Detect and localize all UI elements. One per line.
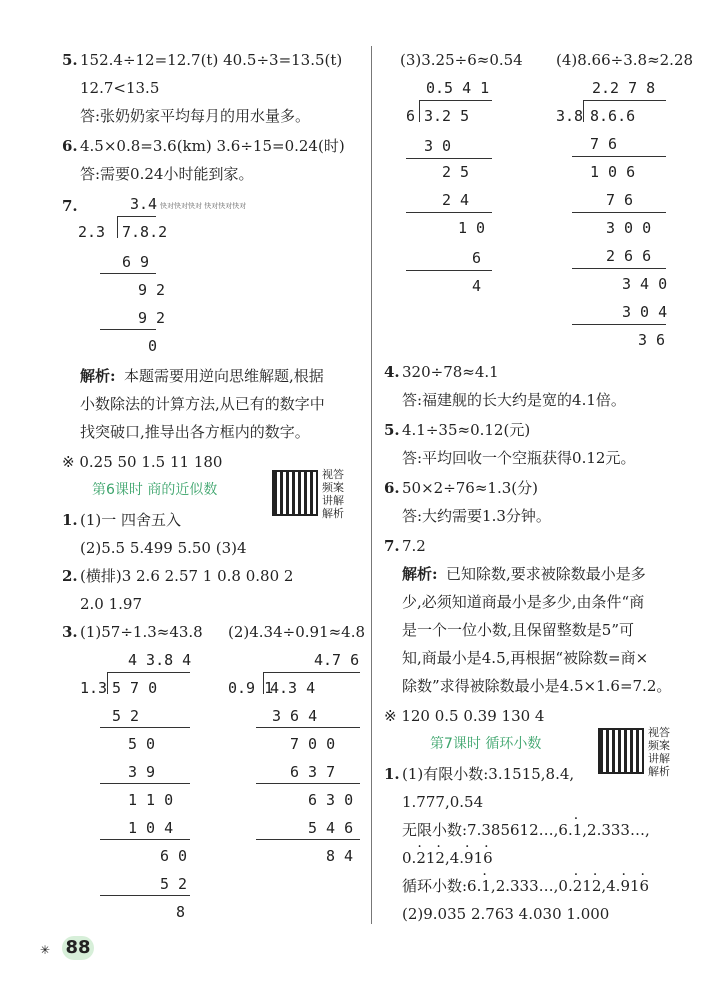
r3-line: (3)3.25÷6≈0.54: [400, 51, 523, 69]
divC-bar: [420, 100, 492, 101]
q7-step: 9 2: [138, 281, 166, 299]
divB-bar: [264, 672, 360, 673]
q5-line2: 12.7<13.5: [80, 79, 160, 97]
divD-divisor: 3.8: [556, 107, 584, 125]
r-analysis-line: 已知除数,要求被除数最小是多: [446, 565, 646, 583]
r-q6-number: 6.: [384, 479, 400, 497]
qr-code-icon[interactable]: [272, 470, 318, 516]
divB-step: 5 4 6: [308, 819, 354, 837]
text-run: ,2.333…,: [582, 821, 650, 839]
repeating-digit: · 6: [483, 849, 493, 867]
divC-quotient: 0.5 4 1: [426, 79, 490, 97]
repeating-digit: · 91: [464, 849, 483, 867]
q5-number: 5.: [62, 51, 78, 69]
divD-step: 1 0 6: [590, 163, 636, 181]
analysis-line: 找突破口,推导出各方框内的数字。: [80, 423, 310, 441]
repeating-digit: · 2: [435, 849, 445, 867]
divA-dividend: 5 7 0: [112, 679, 158, 697]
s1-line1: (1)一 四舍五入: [80, 511, 182, 529]
q7-step: 0: [148, 337, 158, 355]
q6-answer: 答:需要0.24小时能到家。: [80, 165, 254, 183]
star-icon: ✳: [40, 943, 51, 957]
r-q5-answer: 答:平均回收一个空瓶获得0.12元。: [402, 449, 636, 467]
text-run: ,4.: [444, 849, 465, 867]
divC-step: 6: [472, 249, 482, 267]
repeating-digit: · 2: [592, 877, 602, 895]
text-run: ,4.: [601, 877, 621, 895]
divA-rule: [100, 839, 190, 840]
section-title-7: 第7课时 循环小数: [430, 736, 542, 752]
r-extra-answers: ※ 120 0.5 0.39 130 4: [384, 707, 545, 725]
divA-bracket: [107, 672, 108, 694]
divC-rule: [406, 158, 492, 159]
divA-step: 5 2: [112, 707, 140, 725]
c1-number: 1.: [384, 765, 400, 783]
column-divider: [371, 46, 372, 924]
repeating-digit: · 6: [640, 877, 650, 895]
s2-line2: 2.0 1.97: [80, 595, 143, 613]
divA-divisor: 1.3: [80, 679, 108, 697]
divD-rule: [572, 156, 666, 157]
divD-rule: [572, 268, 666, 269]
q7-division-bar: [118, 216, 156, 217]
q6-number: 6.: [62, 137, 78, 155]
r-q7-number: 7.: [384, 537, 400, 555]
r-analysis-line: 除数”求得被除数最小是4.5×1.6=7.2。: [402, 677, 672, 695]
repeating-digit: · 1: [481, 877, 491, 895]
analysis-line: 本题需要用逆向思维解题,根据: [124, 367, 324, 385]
repeating-digit: · 91: [620, 877, 639, 895]
page-number: 88: [62, 936, 94, 960]
qr-code-icon[interactable]: [598, 728, 644, 774]
divD-step: 3 4 0: [622, 275, 668, 293]
divD-bracket: [583, 100, 584, 122]
divC-divisor: 6: [406, 107, 416, 125]
c1-line2: 1.777,0.54: [402, 793, 484, 811]
divD-step: 2 6 6: [606, 247, 652, 265]
divB-rule: [256, 839, 360, 840]
text-run: 0.: [402, 849, 417, 867]
divD-step: 3 0 0: [606, 219, 652, 237]
qr-label: 视答 频案 讲解 解析: [648, 726, 670, 778]
q5-answer: 答:张奶奶家平均每月的用水量多。: [80, 107, 311, 125]
r-q4: 320÷78≈4.1: [402, 363, 499, 381]
divB-divisor: 0.9 1: [228, 679, 274, 697]
divB-quotient: 4.7 6: [314, 651, 360, 669]
q7-step: 9 2: [138, 309, 166, 327]
divB-step: 7 0 0: [290, 735, 336, 753]
q6-line1: 4.5×0.8=3.6(km) 3.6÷15=0.24(时): [80, 137, 345, 155]
q5-line1: 152.4÷12=12.7(t) 40.5÷3=13.5(t): [80, 51, 343, 69]
text-run: 无限小数:7.385612…,6.: [402, 821, 573, 839]
q7-divisor: 2.3: [78, 223, 106, 241]
r-analysis-line: 是一个一位小数,且保留整数是5”可: [402, 621, 634, 639]
r-q6-answer: 答:大约需要1.3分钟。: [402, 507, 551, 525]
divA-step: 6 0: [160, 847, 188, 865]
divC-bracket: [419, 100, 420, 122]
repeating-digit: · 21: [416, 849, 435, 867]
divC-step: 1 0: [458, 219, 486, 237]
divC-step: 4: [472, 277, 482, 295]
q7-rule: [100, 329, 156, 330]
divB-step: 6 3 0: [308, 791, 354, 809]
s3-line1b: (2)4.34÷0.91≈4.8: [228, 623, 366, 641]
divD-step: 7 6: [590, 135, 618, 153]
q7-quotient: 3.4: [130, 195, 158, 213]
q7-division-bracket: [117, 216, 118, 238]
r-analysis-line: 少,必须知道商最小是多少,由条件“商: [402, 593, 645, 611]
s1-line2: (2)5.5 5.499 5.50 (3)4: [80, 539, 247, 557]
divC-dividend: 3.2 5: [424, 107, 470, 125]
q7-number: 7.: [62, 197, 78, 215]
watermark-stamp: 快对快对快对 快对快对快对: [160, 202, 247, 210]
divB-step: 3 6 4: [272, 707, 318, 725]
repeating-digit: · 1: [573, 821, 583, 839]
divA-rule: [100, 895, 190, 896]
divB-rule: [256, 783, 360, 784]
s2-line1: (横排)3 2.6 2.57 1 0.8 0.80 2: [80, 567, 294, 585]
divB-step: 8 4: [326, 847, 354, 865]
section-title-6: 第6课时 商的近似数: [92, 482, 218, 498]
text-run: ,2.333…,0.: [490, 877, 573, 895]
r-q6: 50×2÷76≈1.3(分): [402, 479, 538, 497]
divD-rule: [572, 212, 666, 213]
divD-quotient: 2.2 7 8: [592, 79, 656, 97]
r-q4-number: 4.: [384, 363, 400, 381]
c2-line: (2)9.035 2.763 4.030 1.000: [402, 905, 610, 923]
divD-step: 7 6: [606, 191, 634, 209]
c1-line5: [402, 876, 649, 896]
divD-rule: [572, 324, 666, 325]
analysis-line: 小数除法的计算方法,从已有的数字中: [80, 395, 325, 413]
s2-number: 2.: [62, 567, 78, 585]
divD-step: 3 0 4: [622, 303, 668, 321]
repeating-digit: · 21: [573, 877, 592, 895]
divA-rule: [100, 727, 190, 728]
divA-step: 5 2: [160, 875, 188, 893]
r-q7: 7.2: [402, 537, 426, 555]
r-q4-answer: 答:福建舰的长大约是宽的4.1倍。: [402, 391, 626, 409]
divA-rule: [100, 783, 190, 784]
divA-step: 1 1 0: [128, 791, 174, 809]
analysis-label: 解析:: [80, 367, 116, 385]
divA-step: 8: [176, 903, 186, 921]
r-analysis-label: 解析:: [402, 565, 438, 583]
extra-answers: ※ 0.25 50 1.5 11 180: [62, 453, 223, 471]
c1-line1: (1)有限小数:3.1515,8.4,: [402, 765, 575, 783]
divC-step: 3 0: [424, 137, 452, 155]
divA-step: 5 0: [128, 735, 156, 753]
q7-step: 6 9: [122, 253, 150, 271]
r4-line: (4)8.66÷3.8≈2.28: [556, 51, 694, 69]
divB-rule: [256, 727, 360, 728]
divD-bar: [584, 100, 666, 101]
divB-step: 6 3 7: [290, 763, 336, 781]
text-run: 循环小数:6.: [402, 877, 482, 895]
divD-dividend: 8.6.6: [590, 107, 636, 125]
s3-line1a: (1)57÷1.3≈43.8: [80, 623, 203, 641]
c1-line4: [402, 848, 493, 868]
divC-step: 2 5: [442, 163, 470, 181]
q7-dividend: 7.8.2: [122, 223, 168, 241]
divA-step: 3 9: [128, 763, 156, 781]
divC-step: 2 4: [442, 191, 470, 209]
divC-rule: [406, 212, 492, 213]
divC-rule: [406, 270, 492, 271]
divD-step: 3 6: [638, 331, 666, 349]
q7-rule: [100, 273, 156, 274]
r-q5-number: 5.: [384, 421, 400, 439]
r-q5: 4.1÷35≈0.12(元): [402, 421, 531, 439]
r-analysis-line: 知,商最小是4.5,再根据“被除数=商×: [402, 649, 649, 667]
divB-dividend: 4.3 4: [270, 679, 316, 697]
divA-step: 1 0 4: [128, 819, 174, 837]
s3-number: 3.: [62, 623, 78, 641]
divA-bar: [108, 672, 190, 673]
qr-label: 视答 频案 讲解 解析: [322, 468, 344, 520]
s1-number: 1.: [62, 511, 78, 529]
divA-quotient: 4 3.8 4: [128, 651, 192, 669]
